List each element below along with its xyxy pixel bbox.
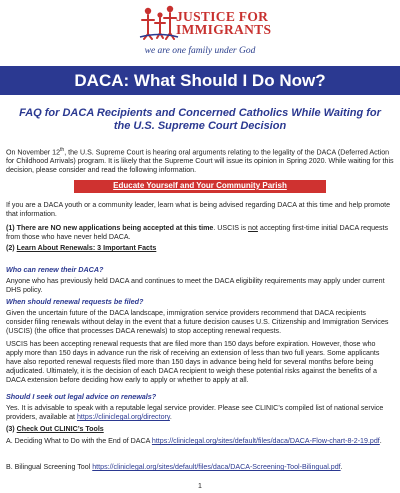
tool-a xyxy=(6,437,394,446)
directory-link[interactable]: https://cliniclegal.org/directory xyxy=(76,413,170,421)
item-1-paragraph xyxy=(6,224,394,242)
question-3: Should I seek out legal advice on renewals? xyxy=(6,392,157,401)
item-2-label: Learn About Renewals: 3 Important Facts xyxy=(16,244,157,252)
tool-a-suffix: . xyxy=(379,437,382,445)
answer-1: Anyone who has previously held DACA and continues to meet the DACA eligibility requirements may apply under current DHS policy. xyxy=(6,277,385,294)
section-heading: Educate Yourself and Your Community Parish xyxy=(113,181,287,190)
item-2-heading xyxy=(6,244,394,253)
intro-prefix: On November 12 xyxy=(6,148,61,157)
page-subtitle: FAQ for DACA Recipients and Concerned Catholics While Waiting for the U.S. Supreme Court Decision xyxy=(19,107,381,132)
family-figures-logo-icon xyxy=(138,4,180,40)
page-number: 1 xyxy=(198,483,202,490)
logo-tagline: we are one family under God xyxy=(144,46,256,56)
item-3-number: (3) xyxy=(6,425,17,433)
item-1-bold: (1) There are NO new applications being accepted at this time xyxy=(6,224,214,232)
logo-wordmark xyxy=(176,10,271,36)
item-3-heading xyxy=(6,425,394,434)
tool-b xyxy=(6,463,394,472)
tool-b-text: B. Bilingual Screening Tool xyxy=(6,463,93,471)
answer-3-prefix: Yes. It is advisable to speak with a reputable legal service provider. Please see CLINIC’s compiled list of national service providers, available at xyxy=(6,404,384,421)
intro-superscript: th xyxy=(60,147,65,153)
question-2: When should renewal requests be filed? xyxy=(6,297,144,306)
answer-3 xyxy=(6,404,394,422)
tool-b-suffix: . xyxy=(340,463,343,471)
question-1: Who can renew their DACA? xyxy=(6,265,104,274)
item-2-number: (2) xyxy=(6,244,17,252)
header-logo xyxy=(0,2,400,62)
item-3-label: Check Out CLINIC’s Tools xyxy=(16,425,104,433)
item-1-underline: not xyxy=(248,224,258,232)
logo-line-2: IMMIGRANTS xyxy=(176,22,272,37)
answer-3-suffix: . xyxy=(169,413,172,421)
item-1-text-a: . USCIS is xyxy=(213,224,249,232)
item-1-text-b: accepting first-time initial DACA requests from those who have never held DACA. xyxy=(6,224,389,241)
logo-line-1: JUSTICE FOR xyxy=(176,9,269,24)
answer-2: Given the uncertain future of the DACA landscape, immigration service providers recommend that DACA recipients consider filing renewals without delay in the event that a future decision causes U.S. Citizenship and Immigration Services (USCIS) (the office that processes DACA renewals) to stop accepting renewal requests. xyxy=(6,309,389,335)
tool-b-link[interactable]: https://cliniclegal.org/sites/default/files/daca/DACA-Screening-Tool-Bilingual.pdf xyxy=(92,463,341,471)
if-paragraph: If you are a DACA youth or a community leader, learn what is being advised regarding DACA at this time and help promote that information. xyxy=(6,201,391,218)
intro-paragraph xyxy=(6,146,394,175)
tool-a-text: A. Deciding What to Do with the End of DACA xyxy=(6,437,152,445)
page-title: DACA: What Should I Do Now? xyxy=(74,71,326,90)
intro-rest: , the U.S. Supreme Court is hearing oral arguments relating to the legality of the DACA (Deferred Action for Childhood Arrivals) program. It is likely that the Supreme Court will issue its opinion in Spring 2020. While waiting for this decision, please consider and read the following information. xyxy=(6,148,394,175)
answer-2-uscis: USCIS has been accepting renewal requests that are filed more than 150 days before expiration. However, those who apply more than 150 days in advance run the risk of receiving an extension of less than two full years. Some applicants have also reported renewal requests filed more than 150 days in advance being held for several months before being adjudicated. Ultimately, it is the decision of each DACA recipient to weigh these potential risks against the benefits of a DACA extension before deciding how early to apply or whether to apply at all. xyxy=(6,340,380,384)
tool-a-link[interactable]: https://cliniclegal.org/sites/default/files/daca/DACA-Flow-chart-8-2-19.pdf xyxy=(151,437,380,445)
